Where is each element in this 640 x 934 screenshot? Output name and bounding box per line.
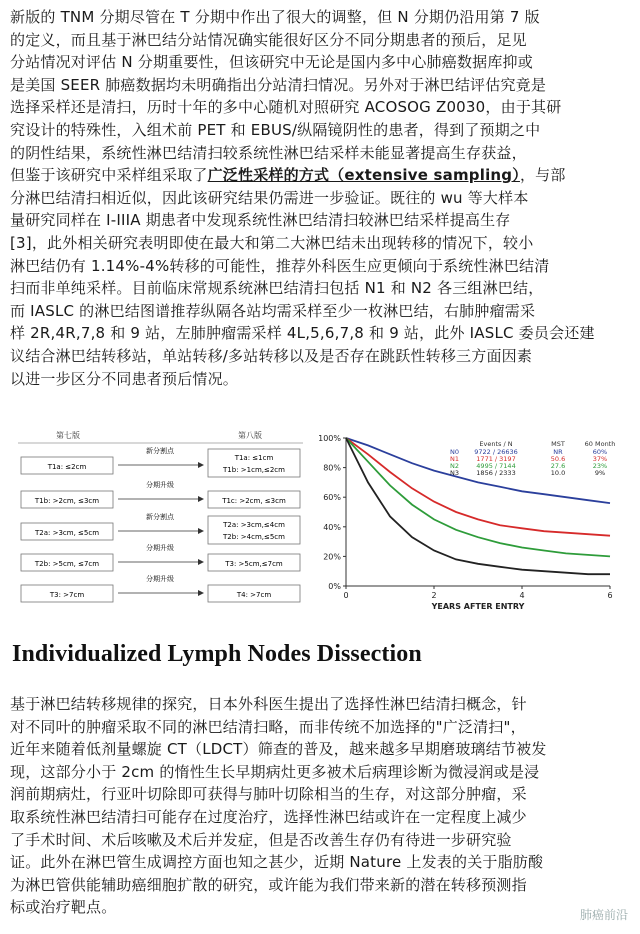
paragraph-2-line: 对不同叶的肿瘤采取不同的淋巴结清扫略，而非传统不加选择的"广泛清扫"， <box>10 717 526 736</box>
paragraph-1-line: 是美国 SEER 肺癌数据均未明确指出分站清扫情况。另外对于淋巴结评估究竟是 <box>10 75 547 94</box>
paragraph-2-line: 近年来随着低剂量螺旋 CT（LDCT）筛查的普及，越来越多早期磨玻璃结节被发 <box>10 740 547 759</box>
x-tick-label: 0 <box>343 591 349 600</box>
y-tick-label: 0% <box>328 582 341 591</box>
old-box-label: T1b: >2cm, ≤3cm <box>34 497 100 505</box>
paragraph-2-line: 现，这部分小于 2cm 的惰性生长早期病灶更多被术后病理诊断为微浸润或是浸 <box>10 762 540 781</box>
paragraph-1-line: 分淋巴结清扫相近似，因此该研究结果仍需进一步验证。既往的 wu 等大样本 <box>10 188 529 207</box>
paragraph-2-line: 了手术时间、术后咳嗽及术后并发症，但是否改善生存仍有待进一步研究验 <box>10 830 512 849</box>
paragraph-2-line: 基于淋巴结转移规律的探究，日本外科医生提出了选择性淋巴结清扫概念，针 <box>10 695 527 713</box>
new-box-label: T4: >7cm <box>236 591 272 599</box>
legend-events: 9722 / 26636 <box>474 448 518 456</box>
arrow-head <box>198 559 204 565</box>
paragraph-1-line: 选择采样还是清扫，历时十年的多中心随机对照研究 ACOSOG Z0030，由于其研 <box>10 98 562 117</box>
paragraph-1-line: 而 IASLC 的淋巴结图谱推荐纵隔各站均需采样至少一枚淋巴结，右肺肿瘤需采 <box>10 301 536 320</box>
legend-series-name: N1 <box>450 455 459 463</box>
old-box-label: T2b: >5cm, ≤7cm <box>34 560 100 568</box>
extensive-sampling-link[interactable]: 广泛性采样的方式（extensive sampling） <box>207 166 520 185</box>
legend-mst: 50.6 <box>550 455 566 463</box>
legend-60month: 9% <box>594 469 606 477</box>
legend-events: 4995 / 7144 <box>476 462 516 470</box>
legend-header: Events / N <box>479 440 513 448</box>
paragraph-1-line: 分站情况对评估 N 分期重要性，但该研究中无论是国内多中心肺癌数据库抑或 <box>10 53 533 72</box>
paragraph-2-line: 证。此外在淋巴管生成调控方面也知之甚少，近期 Nature 上发表的关于脂肪酸 <box>10 853 544 872</box>
watermark: 肺癌前沿 <box>579 908 628 922</box>
legend-mst: 10.0 <box>550 469 566 477</box>
chart-axes <box>318 434 612 610</box>
paragraph-1 <box>10 6 632 390</box>
arrow-head <box>198 496 204 502</box>
old-box-label: T1a: ≤2cm <box>47 463 87 471</box>
paragraph-1-line: 新版的 TNM 分期尽管在 T 分期中作出了很大的调整，但 N 分期仍沿用第 7 版 <box>10 8 540 26</box>
legend-series-name: N0 <box>450 448 459 456</box>
arrow-label: 分期升级 <box>146 544 174 552</box>
legend-60month: 60% <box>592 448 608 456</box>
line-8-prefix: 但鉴于该研究中采样组采取了 <box>10 166 208 185</box>
arrow-label: 分期升级 <box>146 481 174 489</box>
y-tick-label: 40% <box>323 522 341 532</box>
legend-events: 1771 / 3197 <box>476 455 516 463</box>
arrow-head <box>198 528 204 534</box>
old-edition-header: 第七版 <box>56 431 80 440</box>
paragraph-2-line: 润前期病灶，行亚叶切除即可获得与肺叶切除相当的生存，对这部分肿瘤，采 <box>10 785 527 804</box>
paragraph-2 <box>10 693 632 919</box>
paragraph-1-line: 的定义，而且基于淋巴结分站情况确实能很好区分不同分期患者的预后，足见 <box>10 30 527 49</box>
paragraph-2-line: 为淋巴管供能辅助癌细胞扩散的研究，或许能为我们带来新的潜在转移预测指 <box>10 875 527 894</box>
arrow-label: 分期升级 <box>146 575 174 583</box>
t-staging-diagram <box>18 428 303 606</box>
y-tick-label: 20% <box>323 552 341 562</box>
paragraph-2-line: 取系统性淋巴结清扫可能存在过度治疗，选择性淋巴结或许在一定程度上减少 <box>10 807 527 826</box>
paragraph-1-line: 的阴性结果，系统性淋巴结清扫较系统性淋巴结采样未能显著提高生存获益， <box>10 143 527 162</box>
paragraph-1-line: 以进一步区分不同患者预后情况。 <box>10 369 239 388</box>
x-tick-label: 2 <box>431 591 437 600</box>
paragraph-1-line: 议结合淋巴结转移站，单站转移/多站转移以及是否存在跳跃性转移三方面因素 <box>10 346 533 365</box>
paragraph-1-line: [3]，此外相关研究表明即使在最大和第二大淋巴结未出现转移的情况下，较小 <box>10 233 534 252</box>
legend-series-name: N3 <box>450 469 459 477</box>
y-tick-label: 80% <box>323 463 341 473</box>
old-box-label: T2a: >3cm, ≤5cm <box>34 529 100 537</box>
arrow-head <box>198 590 204 596</box>
paragraph-1-line-8 <box>10 164 632 187</box>
legend-60month: 37% <box>592 455 608 463</box>
new-box-label: T1b: >1cm,≤2cm <box>223 466 285 474</box>
legend-mst: 27.6 <box>550 462 566 470</box>
line-8-suffix: ，与部 <box>519 166 566 185</box>
legend-header: MST <box>551 440 565 448</box>
x-tick-label: 6 <box>607 591 613 600</box>
x-axis-label: YEARS AFTER ENTRY <box>431 602 525 610</box>
chart-legend <box>450 440 615 477</box>
new-box-label: T3: >5cm,≤7cm <box>225 560 283 568</box>
new-edition-header: 第八版 <box>238 431 262 440</box>
new-box-label: T2a: >3cm,≤4cm <box>223 521 285 529</box>
y-tick-label: 100% <box>318 434 341 443</box>
legend-series-name: N2 <box>450 462 459 470</box>
legend-header: 60 Month <box>584 440 616 448</box>
paragraph-1-line: 样 2R,4R,7,8 和 9 站，左肺肿瘤需采样 4L,5,6,7,8 和 9 站，此外 IASLC 委员会还建 <box>10 324 595 343</box>
paragraph-1-line: 淋巴结仍有 1.14%-4%转移的可能性，推荐外科医生应更倾向于系统性淋巴结清 <box>10 256 550 275</box>
y-tick-label: 60% <box>323 493 341 503</box>
new-box-label: T2b: >4cm,≤5cm <box>223 533 285 541</box>
section-heading: Individualized Lymph Nodes Dissection <box>12 641 422 667</box>
paragraph-2-line: 标或治疗靶点。 <box>10 898 117 917</box>
paragraph-1-line: 量研究同样在 I-IIIA 期患者中发现系统性淋巴结清扫较淋巴结采样提高生存 <box>10 211 511 230</box>
paragraph-1-line: 扫而非单纯采样。目前临床常规系统淋巴结清扫包括 N1 和 N2 各三组淋巴结， <box>10 279 544 298</box>
new-box-label: T1a: ≤1cm <box>234 454 274 462</box>
arrow-label: 新分割点 <box>146 447 174 455</box>
legend-mst: NR <box>553 448 563 456</box>
legend-events: 1856 / 2333 <box>476 469 516 477</box>
x-tick-label: 4 <box>519 591 525 600</box>
survival-chart <box>310 428 628 610</box>
paragraph-1-line: 究设计的特殊性，入组术前 PET 和 EBUS/纵隔镜阴性的患者，得到了预期之中 <box>10 120 541 139</box>
old-box-label: T3: >7cm <box>49 591 85 599</box>
arrow-label: 新分割点 <box>146 513 174 521</box>
new-box-label: T1c: >2cm, ≤3cm <box>222 497 286 505</box>
arrow-head <box>198 462 204 468</box>
legend-60month: 23% <box>592 462 608 470</box>
